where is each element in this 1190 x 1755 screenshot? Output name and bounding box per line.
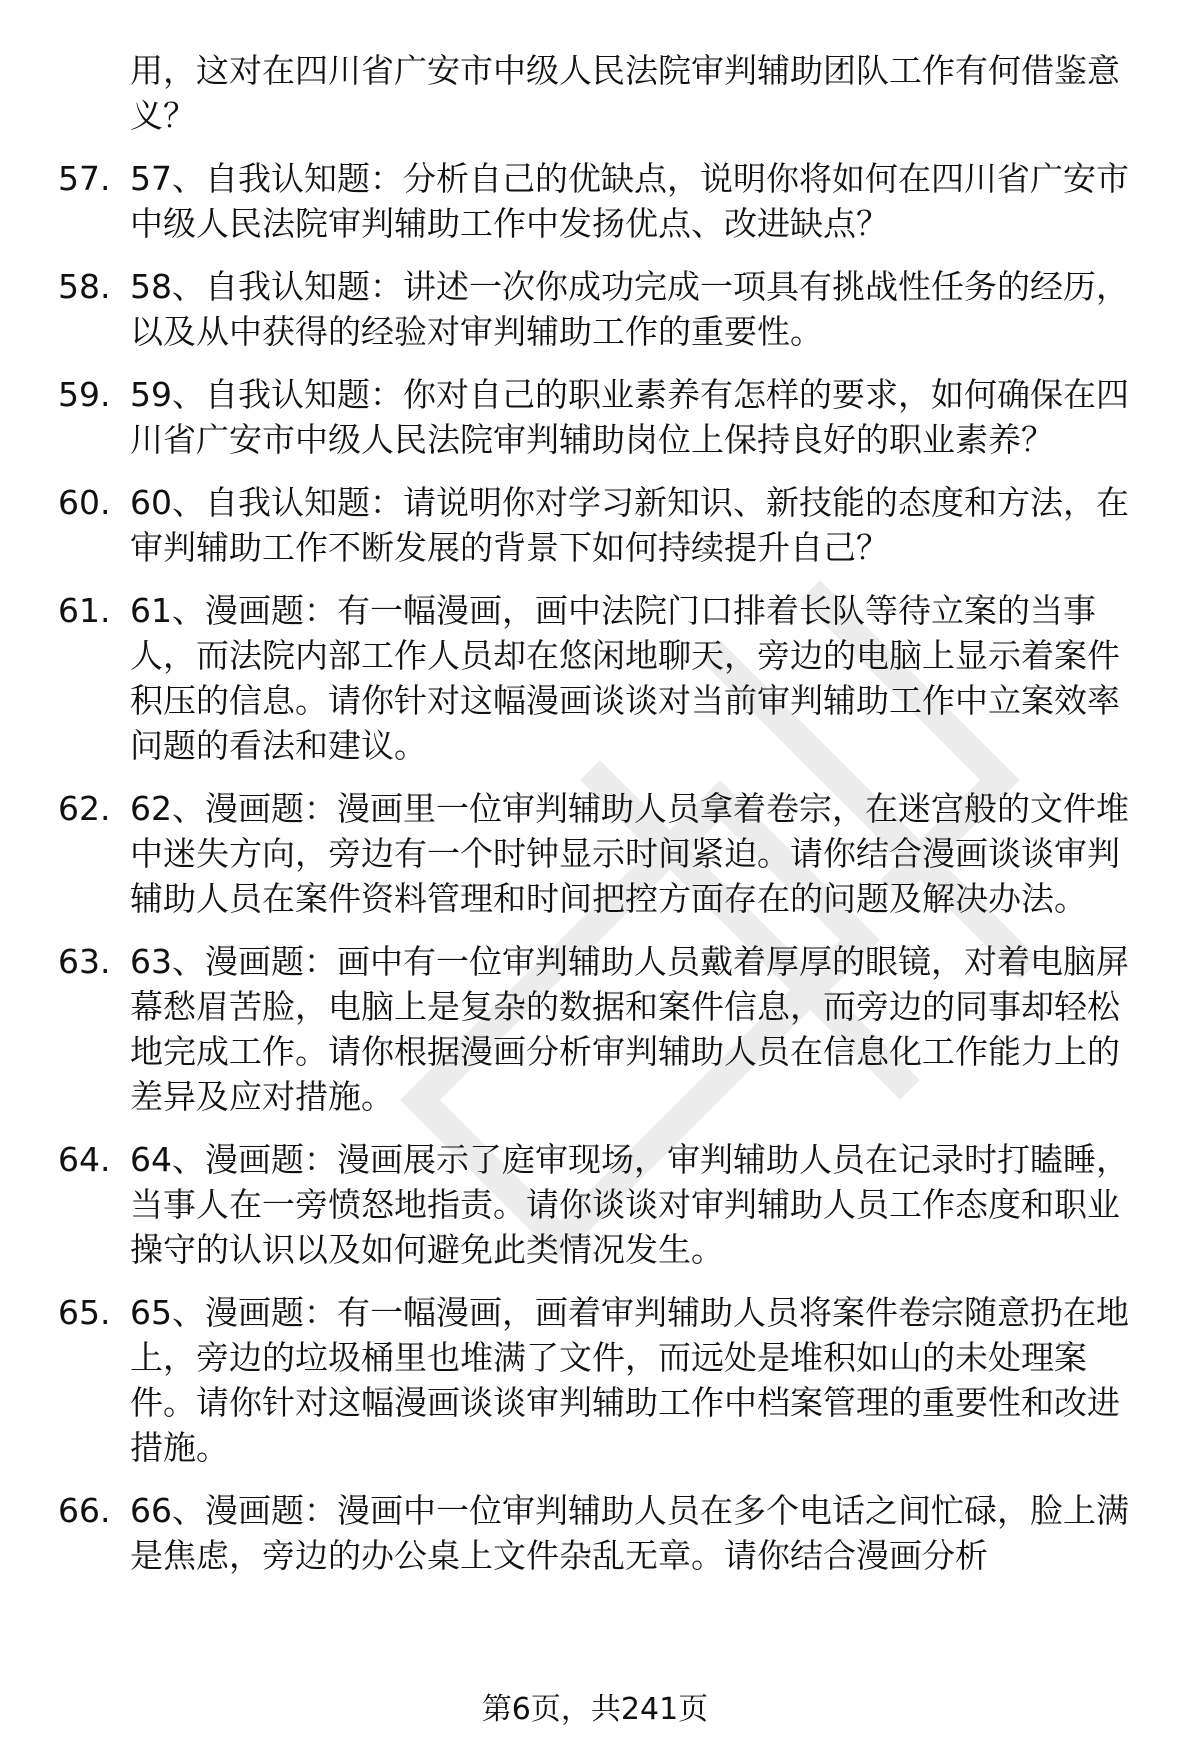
continuation-paragraph: 用，这对在四川省广安市中级人民法院审判辅助团队工作有何借鉴意义？ bbox=[130, 51, 1120, 135]
list-item bbox=[58, 588, 1148, 768]
list-item-number: 65. bbox=[58, 1293, 111, 1332]
list-item bbox=[58, 939, 1148, 1119]
list-item-text: 58、自我认知题：讲述一次你成功完成一项具有挑战性任务的经历，以及从中获得的经验对审判辅助工作的重要性。 bbox=[130, 267, 1129, 351]
list-item bbox=[58, 1137, 1148, 1272]
list-item-number: 60. bbox=[58, 483, 111, 522]
list-item bbox=[58, 1290, 1148, 1470]
list-item-text: 61、漫画题：有一幅漫画，画中法院门口排着长队等待立案的当事人，而法院内部工作人员却在悠闲地聊天，旁边的电脑上显示着案件积压的信息。请你针对这幅漫画谈谈对当前审判辅助工作中立案效率问题的看法和建议。 bbox=[130, 591, 1120, 765]
list-item-text: 65、漫画题：有一幅漫画，画着审判辅助人员将案件卷宗随意扔在地上，旁边的垃圾桶里也堆满了文件，而远处是堆积如山的未处理案件。请你针对这幅漫画谈谈审判辅助工作中档案管理的重要性和改进措施。 bbox=[130, 1293, 1129, 1467]
list-item-number: 57. bbox=[58, 159, 111, 198]
list-item-number: 58. bbox=[58, 267, 111, 306]
page-footer: 第6页，共241页 bbox=[481, 1692, 709, 1727]
list-item-number: 59. bbox=[58, 375, 111, 414]
list-item bbox=[58, 372, 1148, 462]
list-item bbox=[58, 1488, 1148, 1578]
list-item-number: 62. bbox=[58, 789, 111, 828]
list-item bbox=[58, 786, 1148, 921]
list-item bbox=[58, 156, 1148, 246]
list-item-number: 61. bbox=[58, 591, 111, 630]
list-item-text: 66、漫画题：漫画中一位审判辅助人员在多个电话之间忙碌，脸上满是焦虑，旁边的办公桌上文件杂乱无章。请你结合漫画分析 bbox=[130, 1491, 1129, 1575]
list-item-number: 66. bbox=[58, 1491, 111, 1530]
list-item-text: 64、漫画题：漫画展示了庭审现场，审判辅助人员在记录时打瞌睡，当事人在一旁愤怒地指责。请你谈谈对审判辅助人员工作态度和职业操守的认识以及如何避免此类情况发生。 bbox=[130, 1140, 1129, 1269]
document-body bbox=[58, 48, 1148, 1596]
list-item-text: 57、自我认知题：分析自己的优缺点，说明你将如何在四川省广安市中级人民法院审判辅助工作中发扬优点、改进缺点？ bbox=[130, 159, 1129, 243]
list-item-text: 63、漫画题：画中有一位审判辅助人员戴着厚厚的眼镜，对着电脑屏幕愁眉苦脸，电脑上是复杂的数据和案件信息，而旁边的同事却轻松地完成工作。请你根据漫画分析审判辅助人员在信息化工作能力上的差异及应对措施。 bbox=[130, 942, 1129, 1116]
list-item-number: 64. bbox=[58, 1140, 111, 1179]
list-item-text: 59、自我认知题：你对自己的职业素养有怎样的要求，如何确保在四川省广安市中级人民法院审判辅助岗位上保持良好的职业素养？ bbox=[130, 375, 1129, 459]
list-item-number: 63. bbox=[58, 942, 111, 981]
list-item bbox=[58, 480, 1148, 570]
list-item-text: 60、自我认知题：请说明你对学习新知识、新技能的态度和方法，在审判辅助工作不断发展的背景下如何持续提升自己？ bbox=[130, 483, 1129, 567]
list-item-text: 62、漫画题：漫画里一位审判辅助人员拿着卷宗，在迷宫般的文件堆中迷失方向，旁边有一个时钟显示时间紧迫。请你结合漫画谈谈审判辅助人员在案件资料管理和时间把控方面存在的问题及解决办法。 bbox=[130, 789, 1129, 918]
question-list bbox=[58, 156, 1148, 1578]
list-item bbox=[58, 264, 1148, 354]
